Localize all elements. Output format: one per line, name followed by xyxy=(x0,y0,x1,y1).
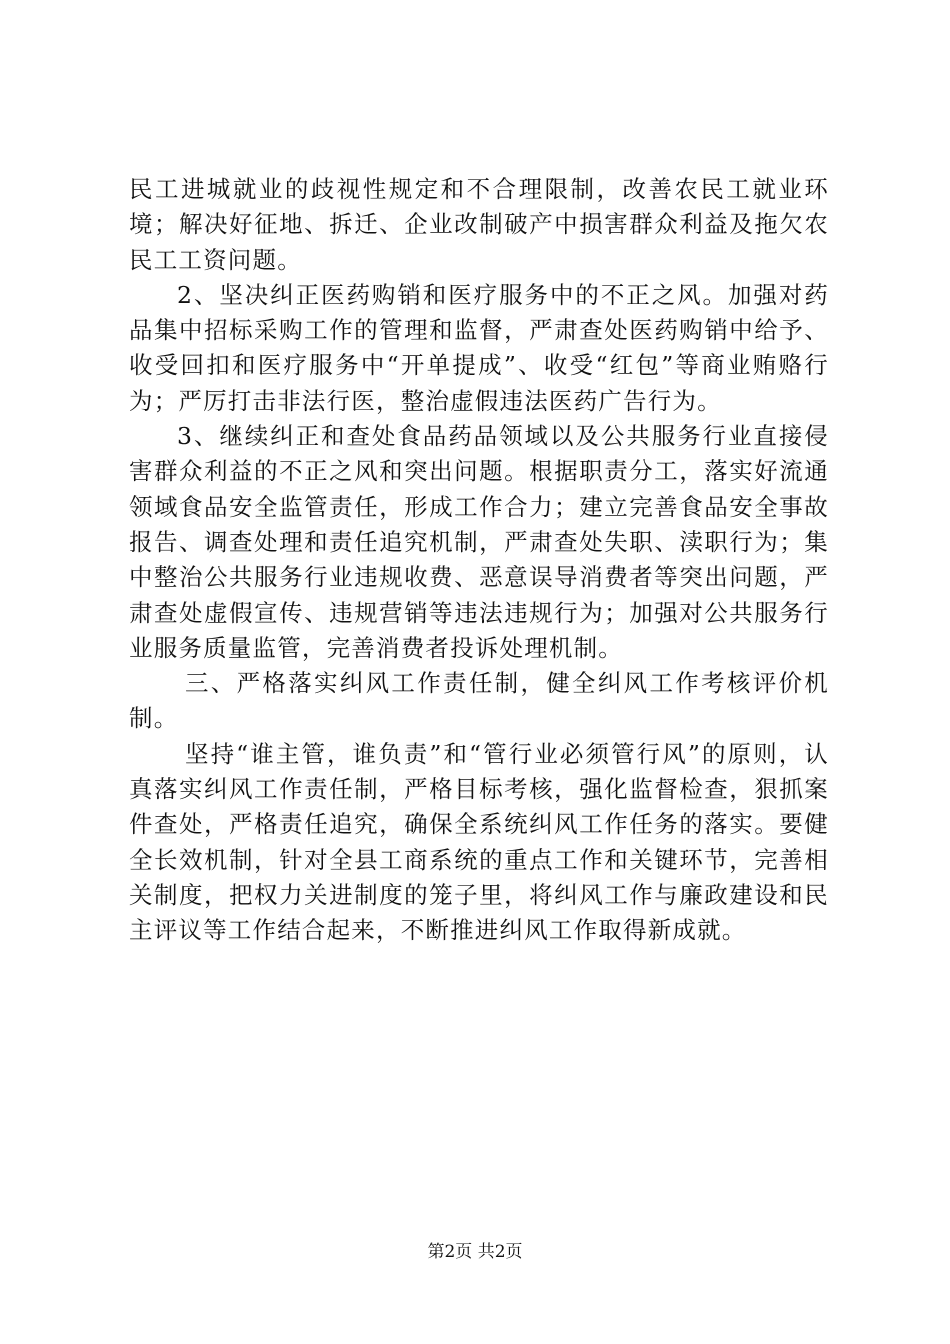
paragraph-section-3-body: 坚持“谁主管，谁负责”和“管行业必须管行风”的原则，认真落实纠风工作责任制，严格目标考核，强化监督检查，狠抓案件查处，严格责任追究，确保全系统纠风工作任务的落实。要健全长效机制，针对全县工商系统的重点工作和关键环节，完善相关制度，把权力关进制度的笼子里，将纠风工作与廉政建设和民主评议等工作结合起来，不断推进纠风工作取得新成就。 xyxy=(129,739,829,945)
paragraph-item-3: 3、继续纠正和查处食品药品领域以及公共服务行业直接侵害群众利益的不正之风和突出问题。根据职责分工，落实好流通领域食品安全监管责任，形成工作合力；建立完善食品安全事故报告、调查处理和责任追究机制，严肃查处失职、渎职行为；集中整治公共服务行业违规收费、恶意误导消费者等突出问题，严肃查处虚假宣传、违规营销等违法违规行为；加强对公共服务行业服务质量监管，完善消费者投诉处理机制。 xyxy=(129,422,829,662)
paragraph-item-2: 2、坚决纠正医药购销和医疗服务中的不正之风。加强对药品集中招标采购工作的管理和监督，严肃查处医药购销中给予、收受回扣和医疗服务中“开单提成”、收受“红包”等商业贿赂行为；严厉打击非法行医，整治虚假违法医药广告行为。 xyxy=(129,280,829,415)
section-heading-3: 三、严格落实纠风工作责任制，健全纠风工作考核评价机制。 xyxy=(129,669,829,733)
paragraph-continuation: 民工进城就业的歧视性规定和不合理限制，改善农民工就业环境；解决好征地、拆迁、企业改制破产中损害群众利益及拖欠农民工工资问题。 xyxy=(129,175,829,274)
document-body xyxy=(129,172,829,949)
page-footer: 第2页 共2页 xyxy=(427,1242,523,1262)
